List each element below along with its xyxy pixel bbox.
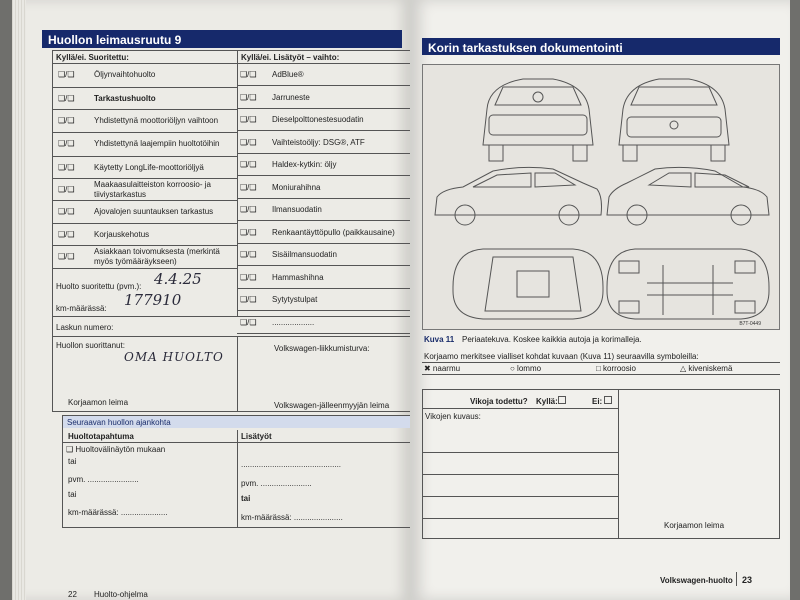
additional-work-label: Moniurahihna — [272, 182, 321, 192]
additional-work-label: Haldex-kytkin: öljy — [272, 160, 337, 169]
invoice-label: Laskun numero: — [56, 323, 114, 332]
row-divider — [62, 442, 418, 443]
additional-work-label: Sisäilmansuodatin — [272, 250, 337, 259]
defects-description-label: Vikojen kuvaus: — [425, 412, 481, 421]
row-divider — [237, 153, 418, 154]
yes-no-checkbox[interactable]: ❑/❑ — [58, 252, 75, 261]
dealer-stamp-label: Volkswagen-jälleenmyyjän leima — [274, 401, 390, 410]
additional-work-label: ................... — [272, 317, 315, 327]
row-divider — [237, 85, 418, 86]
row-divider — [52, 336, 418, 337]
yes-no-checkbox[interactable]: ❑/❑ — [58, 185, 75, 194]
right-page — [410, 0, 790, 600]
car-underbody-view — [607, 249, 769, 319]
performed-item-label: Korjauskehotus — [94, 230, 150, 239]
row-divider — [237, 198, 418, 199]
workshop-stamp-label: Korjaamon leima — [68, 398, 129, 407]
service-event-header: Huoltotapahtuma — [68, 432, 134, 441]
defects-question: Vikoja todettu? — [470, 397, 528, 406]
performer-label: Huollon suorittanut: — [56, 341, 125, 350]
row-divider — [52, 200, 237, 201]
yes-no-checkbox[interactable]: ❑/❑ — [240, 92, 257, 102]
row-divider — [237, 108, 418, 109]
yes-no-checkbox[interactable]: ❑/❑ — [58, 139, 75, 148]
row-divider — [237, 220, 418, 221]
performed-item-label: Öljynvaihtohuolto — [94, 70, 156, 79]
performed-item-label: Yhdistettynä laajempiin huoltotöihin — [94, 139, 220, 148]
additional-work-label: Renkaantäyttöpullo (paikkausaine) — [272, 227, 395, 237]
page-edges — [12, 0, 26, 600]
symbol-legend-item: ○ lommo — [510, 364, 542, 373]
yes-no-checkbox[interactable]: ❑/❑ — [240, 70, 257, 79]
yes-no-checkbox[interactable]: ❑/❑ — [240, 250, 257, 259]
column-divider — [237, 336, 238, 412]
additional-work-field[interactable]: ............................................. — [241, 460, 342, 469]
page-number: 23 — [742, 575, 753, 585]
yes-no-checkbox[interactable]: ❑/❑ — [58, 94, 75, 103]
additional-km-field[interactable]: km-määrässä: ...................... — [241, 513, 343, 522]
car-rear-view — [483, 79, 593, 161]
row-divider — [52, 156, 237, 157]
yes-no-checkbox[interactable]: ❑/❑ — [58, 70, 75, 79]
row-divider — [422, 374, 780, 375]
row-divider — [237, 265, 418, 266]
additional-work-label: Vaihteistoöljy: DSG®, ATF — [272, 137, 365, 147]
row-divider — [237, 333, 418, 334]
performed-item-label: Käytetty LongLife-moottoriöljyä — [94, 163, 204, 172]
row-divider — [52, 132, 237, 133]
car-diagram-panel — [422, 64, 780, 330]
performed-item-label: Asiakkaan toivomuksesta (merkintä myös työmääräykseen) — [94, 247, 220, 266]
row-divider — [237, 288, 418, 289]
row-divider — [52, 178, 237, 179]
yes-no-checkbox[interactable]: ❑/❑ — [58, 230, 75, 239]
row-divider — [52, 245, 237, 246]
interval-display-option[interactable]: ❑ Huoltovälinäytön mukaan — [66, 445, 166, 454]
next-km-field[interactable]: km-määrässä: ..................... — [68, 508, 168, 517]
image-code: B7T-0449 — [739, 321, 761, 327]
workshop-stamp-label: Korjaamon leima — [664, 521, 725, 530]
yes-checkbox[interactable] — [558, 396, 566, 404]
performed-item-label: Ajovalojen suuntauksen tarkastus — [94, 207, 214, 216]
performed-item-label: Yhdistettynä moottoriöljyn vaihtoon — [94, 116, 219, 125]
additional-work-label: Hammashihna — [272, 272, 324, 282]
left-column-header: Kyllä/ei. Suoritettu: — [56, 53, 129, 62]
car-side-view-left — [435, 167, 602, 225]
car-top-view — [453, 249, 603, 319]
description-line — [422, 518, 619, 519]
footer-divider — [736, 572, 737, 586]
footer-brand: Volkswagen-huolto — [660, 576, 733, 585]
page-title: Huollon leimausruutu 9 — [42, 30, 402, 48]
yes-no-checkbox[interactable]: ❑/❑ — [58, 163, 75, 172]
yes-no-checkbox[interactable]: ❑/❑ — [240, 205, 257, 214]
description-line — [422, 496, 619, 497]
column-divider — [237, 430, 238, 528]
date-handwritten[interactable]: 4.4.25 — [154, 270, 202, 288]
yes-label: Kyllä: — [536, 397, 558, 406]
no-checkbox[interactable] — [604, 396, 612, 404]
right-column-header: Kyllä/ei. Lisätyöt – vaihto: — [241, 53, 340, 62]
yes-no-checkbox[interactable]: ❑/❑ — [58, 207, 75, 216]
yes-no-checkbox[interactable]: ❑/❑ — [240, 160, 257, 169]
yes-no-checkbox[interactable]: ❑/❑ — [240, 115, 257, 124]
column-divider — [237, 50, 238, 316]
yes-no-checkbox[interactable]: ❑/❑ — [240, 295, 257, 304]
or-label: tai — [68, 490, 77, 499]
additional-date-field[interactable]: pvm. ....................... — [241, 479, 312, 488]
car-front-view — [619, 79, 729, 161]
or-label: tai — [241, 494, 251, 503]
yes-no-checkbox[interactable]: ❑/❑ — [240, 137, 257, 147]
row-divider — [422, 408, 619, 409]
body-check-title: Korin tarkastuksen dokumentointi — [422, 38, 780, 55]
row-divider — [422, 362, 780, 363]
next-date-field[interactable]: pvm. ....................... — [68, 475, 139, 484]
row-divider — [52, 268, 237, 269]
yes-no-checkbox[interactable]: ❑/❑ — [240, 272, 257, 282]
additional-work-label: Dieselpolttonestesuodatin — [272, 115, 364, 124]
car-outline-diagram — [423, 65, 779, 329]
additional-work-label: Ilmansuodatin — [272, 205, 322, 214]
performed-item-label: Tarkastushuolto — [94, 94, 156, 103]
or-label: tai — [68, 457, 77, 466]
row-divider — [52, 63, 418, 64]
yes-no-checkbox[interactable]: ❑/❑ — [240, 182, 257, 192]
additional-work-label: Sytytystulpat — [272, 295, 318, 304]
row-divider — [237, 130, 418, 131]
additional-work-label: Jarruneste — [272, 92, 310, 102]
row-divider — [52, 109, 237, 110]
description-line — [422, 474, 619, 475]
next-service-header: Seuraavan huollon ajankohta — [63, 416, 417, 428]
figure-number: Kuva 11 — [424, 335, 455, 344]
additional-work-label: AdBlue® — [272, 70, 304, 79]
row-divider — [237, 310, 418, 311]
row-divider — [237, 175, 418, 176]
performed-item-label: Maakaasulaitteiston korroosio- ja tiiviystarkastus — [94, 180, 211, 199]
page-footer: Huolto-ohjelma — [94, 590, 148, 599]
symbol-legend-item: □ korroosio — [596, 364, 636, 373]
figure-caption: Periaatekuva. Koskee kaikkia autoja ja korimalleja. — [462, 335, 642, 344]
additional-work-header: Lisätyöt — [241, 432, 272, 441]
column-divider — [618, 389, 619, 539]
yes-no-checkbox[interactable]: ❑/❑ — [58, 116, 75, 125]
description-line — [422, 452, 619, 453]
left-page — [12, 0, 410, 600]
car-side-view-right — [607, 167, 769, 225]
symbol-legend-item: ✖ naarmu — [424, 364, 461, 373]
no-label: Ei: — [592, 397, 603, 406]
km-handwritten[interactable]: 177910 — [124, 291, 182, 309]
yes-no-checkbox[interactable]: ❑/❑ — [240, 317, 257, 327]
row-divider — [52, 316, 418, 317]
row-divider — [52, 87, 237, 88]
roadside-assistance-label: Volkswagen-liikkumisturva: — [274, 344, 370, 353]
row-divider — [52, 223, 237, 224]
symbol-instruction: Korjaamo merkitsee vialliset kohdat kuvaan (Kuva 11) seuraavilla symboleilla: — [424, 352, 699, 361]
symbol-legend-item: △ kiveniskemä — [680, 364, 733, 373]
performer-handwritten[interactable]: OMA HUOLTO — [124, 350, 224, 364]
row-divider — [237, 243, 418, 244]
km-label: km-määrässä: — [56, 304, 107, 313]
date-label: Huolto suoritettu (pvm.): — [56, 282, 142, 291]
page-number: 22 — [68, 590, 77, 599]
yes-no-checkbox[interactable]: ❑/❑ — [240, 227, 257, 237]
